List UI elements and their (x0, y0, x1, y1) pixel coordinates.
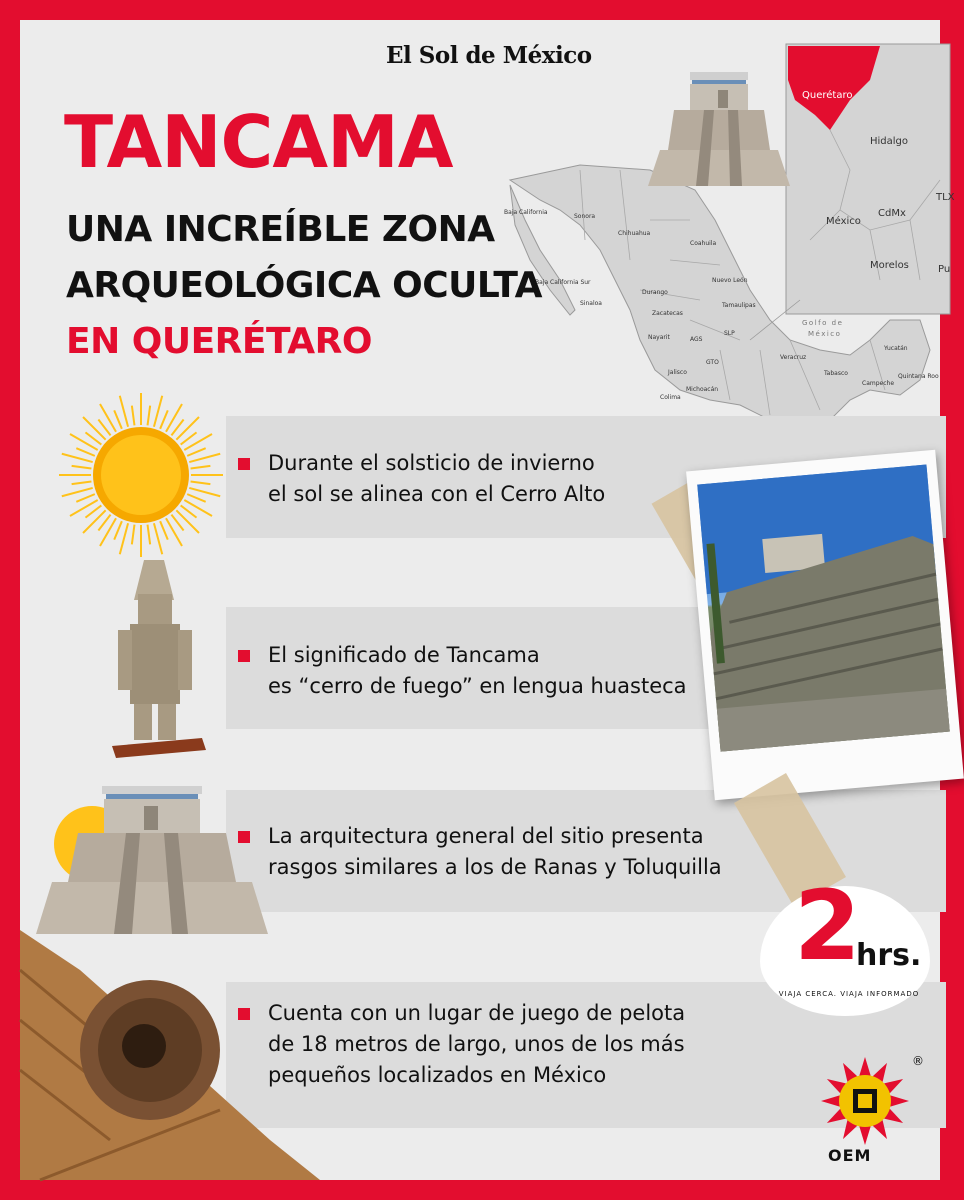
sun-ray (191, 482, 211, 485)
sun-ray (148, 525, 151, 545)
state-label: Colima (660, 394, 681, 401)
fact-line: de 18 metros de largo, unos de los más (268, 1032, 685, 1056)
sun-ray (72, 482, 92, 485)
state-label: Coahuila (690, 240, 717, 247)
bullet-marker (238, 1008, 250, 1020)
sun-ray (191, 466, 211, 469)
sun-ray (154, 396, 162, 427)
state-label: Chihuahua (618, 230, 651, 237)
sun-ray (132, 406, 135, 426)
statue-icon (104, 560, 214, 760)
fact-line: El significado de Tancama (268, 643, 540, 667)
site-photo (697, 465, 949, 752)
inset-label: México (826, 216, 861, 227)
2hrs-number: 2 (794, 870, 861, 982)
fact-text-2 (268, 640, 687, 702)
state-label: Nuevo León (712, 277, 748, 284)
fact-line: es “cerro de fuego” en lengua huasteca (268, 674, 687, 698)
sun-ray (114, 521, 122, 539)
sun-ray (120, 523, 128, 554)
state-label: Campeche (862, 380, 895, 387)
state-label: Quintana Roo (898, 373, 939, 380)
sun-ray (83, 417, 106, 440)
sun-ray (176, 510, 199, 533)
inset-label: Pu (938, 264, 951, 275)
sun-ray (70, 434, 98, 450)
sun-ray (76, 494, 94, 502)
state-label: Nayarit (648, 334, 670, 341)
fact-line: Cuenta con un lugar de juego de pelota (268, 1001, 686, 1025)
subtitle-line-2: ARQUEOLÓGICA OCULTA (66, 265, 542, 306)
sun-ray (184, 434, 212, 450)
sun-icon (56, 390, 226, 560)
subtitle-line-1: UNA INCREÍBLE ZONA (66, 209, 495, 250)
sun-ray (154, 523, 162, 554)
sun-mask-icon (820, 1056, 910, 1146)
fact-text-4 (268, 998, 685, 1091)
fact-line: pequeños localizados en México (268, 1063, 607, 1087)
sun-ray (187, 448, 205, 456)
pyramid-icon (644, 70, 794, 190)
fact-line: el sol se alinea con el Cerro Alto (268, 482, 606, 506)
inset-label: Querétaro (802, 90, 853, 101)
sun-ray (166, 518, 182, 546)
state-label: Veracruz (780, 354, 807, 361)
sun-ray (132, 525, 135, 545)
bullet-marker (238, 458, 250, 470)
inset-label: TLX (936, 192, 955, 203)
sun-ray (184, 500, 212, 516)
state-label: Michoacán (686, 386, 719, 393)
sun-ray (72, 466, 92, 469)
fact-text-3 (268, 821, 722, 883)
state-label: Yucatán (884, 345, 908, 352)
bullet-marker (238, 831, 250, 843)
sun-ray (120, 396, 128, 427)
gulf-label: México (808, 330, 842, 338)
sun-ray (166, 404, 182, 432)
state-label: Baja California (504, 209, 548, 216)
fact-line: rasgos similares a los de Ranas y Toluquilla (268, 855, 722, 879)
state-label: Baja California Sur (535, 279, 591, 286)
oem-sun-ray (890, 1095, 909, 1106)
state-label: AGS (690, 336, 703, 343)
photo-polaroid (686, 450, 964, 801)
sun-ray (100, 518, 116, 546)
state-label: Durango (642, 289, 668, 296)
inset-label: Hidalgo (870, 136, 909, 147)
state-label: Sonora (574, 213, 596, 220)
oem-sun-ray (859, 1057, 870, 1076)
brand-logo: El Sol de México (386, 42, 592, 69)
2hrs-logo (760, 870, 930, 1016)
fact-text-1 (268, 448, 605, 510)
bullet-marker (238, 650, 250, 662)
2hrs-suffix: hrs. (856, 938, 922, 973)
oem-sun-ray (859, 1126, 870, 1145)
state-label: Sinaloa (580, 300, 602, 307)
2hrs-tagline: VIAJA CERCA. VIAJA INFORMADO (778, 990, 920, 998)
oem-sun-ray (821, 1095, 840, 1106)
state-label: Tabasco (824, 370, 848, 377)
fact-line: Durante el solsticio de invierno (268, 451, 595, 475)
state-label: SLP (724, 330, 735, 337)
fact-line: La arquitectura general del sitio presenta (268, 824, 704, 848)
inset-label: Morelos (870, 260, 909, 271)
sun-ray (76, 448, 94, 456)
oem-wordmark: OEM (828, 1146, 872, 1165)
sun-ray (114, 410, 122, 428)
state-label: Zacatecas (652, 310, 683, 317)
sun-ray (189, 454, 220, 462)
state-label: Tamaulipas (722, 302, 756, 309)
sun-ray (160, 521, 168, 539)
sun-ray (187, 494, 205, 502)
sun-ray (62, 454, 93, 462)
state-label: GTO (706, 359, 719, 366)
sun-ray (62, 488, 93, 496)
gulf-label: Golfo de (802, 319, 844, 327)
subtitle-line-3: EN QUERÉTARO (66, 321, 372, 362)
sun-ray (176, 417, 199, 440)
sun-ray (160, 410, 168, 428)
sun-ray (70, 500, 98, 516)
sun-ray (83, 510, 106, 533)
inset-label: CdMx (878, 208, 906, 219)
infographic-canvas (20, 20, 955, 1180)
registered-mark: ® (912, 1054, 924, 1068)
sun-ray (189, 488, 220, 496)
sun-ray (148, 406, 151, 426)
state-label: Jalisco (668, 369, 687, 376)
main-title: TANCAMA (64, 100, 453, 184)
oem-logo (820, 1056, 930, 1166)
sun-ray (100, 404, 116, 432)
